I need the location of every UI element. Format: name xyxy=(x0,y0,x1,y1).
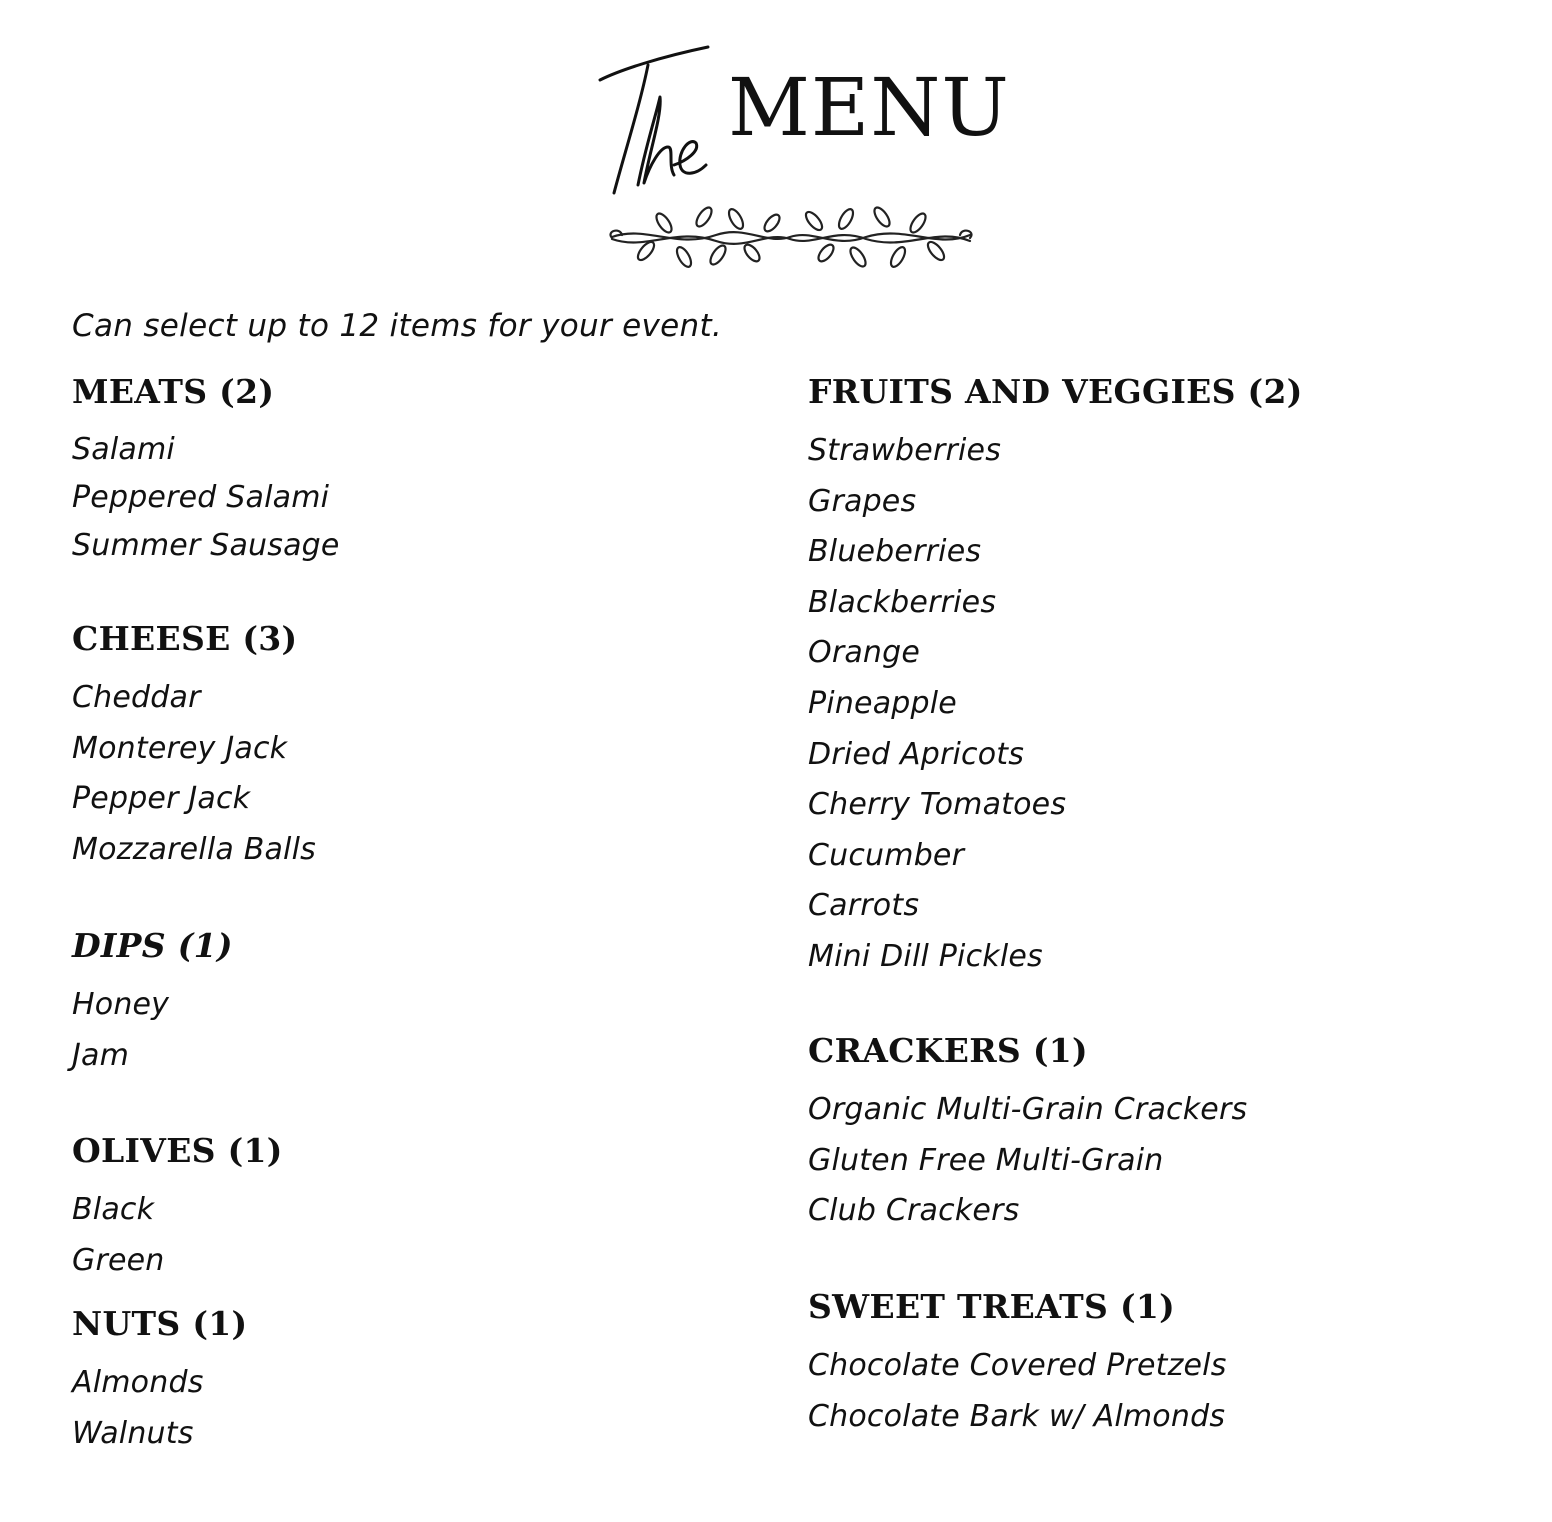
section-sweet-treats xyxy=(808,1287,1227,1442)
list-item: Mini Dill Pickles xyxy=(808,938,1043,974)
list-item: Organic Multi-Grain Crackers xyxy=(808,1092,1248,1127)
list-item: Chocolate Bark w/ Almonds xyxy=(808,1398,1226,1434)
list-item: Pepper Jack xyxy=(72,781,251,817)
title-script-the xyxy=(590,35,720,205)
list-item: Blueberries xyxy=(808,534,982,570)
list-item: Monterey Jack xyxy=(72,730,288,766)
list-item: Salami xyxy=(72,432,175,467)
list-item: Blackberries xyxy=(808,584,997,620)
list-item: Black xyxy=(72,1192,155,1227)
section-title: FRUITS AND VEGGIES (2) xyxy=(808,372,1303,411)
list-item: Green xyxy=(72,1242,165,1278)
section-crackers xyxy=(808,1031,1247,1237)
list-item: Orange xyxy=(808,635,921,671)
section-olives xyxy=(72,1131,283,1286)
section-nuts xyxy=(72,1304,247,1459)
section-title: CHEESE (3) xyxy=(72,619,298,658)
list-item: Walnuts xyxy=(72,1415,194,1451)
list-item: Summer Sausage xyxy=(72,528,340,563)
section-title: OLIVES (1) xyxy=(72,1131,283,1170)
section-fruits-and-veggies xyxy=(808,372,1303,983)
section-dips xyxy=(72,926,233,1081)
list-item: Honey xyxy=(72,987,170,1022)
list-item: Pineapple xyxy=(808,685,957,721)
list-item: Strawberries xyxy=(808,433,1002,468)
list-item: Dried Apricots xyxy=(808,736,1025,772)
list-item: Cheddar xyxy=(72,680,201,715)
section-title: DIPS (1) xyxy=(72,926,233,965)
list-item: Cherry Tomatoes xyxy=(808,787,1067,823)
list-item: Peppered Salami xyxy=(72,480,330,515)
list-item: Chocolate Covered Pretzels xyxy=(808,1348,1227,1383)
list-item: Club Crackers xyxy=(808,1193,1020,1229)
list-item: Carrots xyxy=(808,888,920,924)
laurel-vine-divider xyxy=(606,205,976,275)
menu-title xyxy=(0,30,1552,210)
section-title: NUTS (1) xyxy=(72,1304,248,1343)
list-item: Jam xyxy=(72,1037,130,1073)
list-item: Gluten Free Multi-Grain xyxy=(808,1142,1164,1178)
section-meats xyxy=(72,372,340,570)
list-item: Mozzarella Balls xyxy=(72,831,316,867)
intro-text: Can select up to 12 items for your event. xyxy=(72,308,723,344)
list-item: Cucumber xyxy=(808,837,965,873)
title-main: MENU xyxy=(728,61,1010,154)
section-title: MEATS (2) xyxy=(72,372,275,411)
section-title: SWEET TREATS (1) xyxy=(808,1287,1176,1326)
section-title: CRACKERS (1) xyxy=(808,1031,1088,1070)
section-cheese xyxy=(72,619,316,875)
list-item: Grapes xyxy=(808,483,917,519)
list-item: Almonds xyxy=(72,1365,204,1400)
